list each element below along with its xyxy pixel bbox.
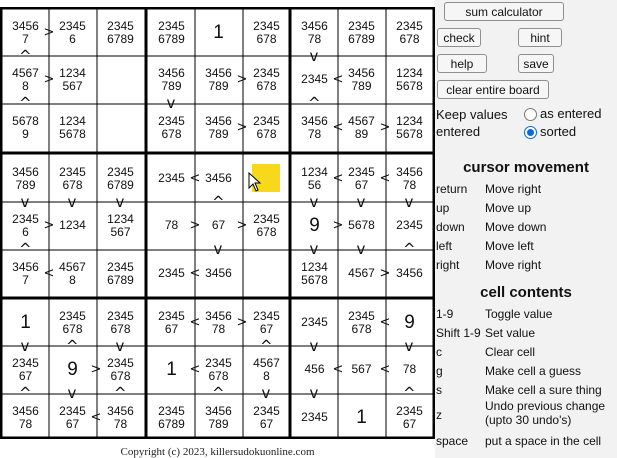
grid-cell[interactable] (243, 250, 290, 297)
grid-cell[interactable] (49, 9, 96, 56)
key-name: down (436, 219, 465, 234)
key-name: g (436, 363, 443, 378)
inequality-sign: < (379, 362, 391, 377)
as-entered-radio[interactable] (524, 108, 537, 121)
inequality-sign: < (189, 362, 201, 377)
grid-cell[interactable] (195, 299, 242, 346)
cell-contents-heading: cell contents (480, 284, 572, 301)
cell-value: 2345 678 (348, 308, 375, 336)
inequality-sign: > (189, 218, 201, 233)
grid-cell[interactable] (338, 394, 385, 441)
cell-value: 456 (304, 362, 325, 376)
grid-cell[interactable] (148, 346, 195, 393)
cell-value: 3456 789 (12, 164, 39, 192)
clear-board-button[interactable]: clear entire board (437, 80, 549, 99)
cell-value: 3456 (205, 266, 232, 280)
cell-value: 3456 789 (205, 65, 232, 93)
cell-value: 2345 678 (205, 355, 232, 383)
inequality-sign: > (379, 266, 391, 281)
inequality-sign: v (166, 94, 176, 112)
grid-cell[interactable] (243, 56, 290, 103)
cell-value: 1 (213, 22, 224, 43)
inequality-sign: ^ (19, 94, 32, 112)
grid-cell[interactable] (338, 104, 385, 151)
key-name: z (436, 408, 442, 422)
inequality-sign: ^ (114, 384, 127, 402)
inequality-sign: v (309, 337, 319, 355)
cell-value: 2345 6789 (348, 18, 375, 46)
grid-cell[interactable] (386, 56, 433, 103)
cell-value: 2345 678 (253, 113, 280, 141)
cell-value: 1234 5678 (396, 65, 423, 93)
inequality-sign: < (332, 120, 344, 135)
key-description: Undo previous change (upto 30 undo's) (485, 399, 606, 427)
grid-cell[interactable] (148, 9, 195, 56)
inequality-sign: ^ (403, 240, 416, 258)
key-description: Move left (485, 238, 534, 253)
key-description: Toggle value (485, 306, 553, 321)
inequality-sign: > (236, 315, 248, 330)
inequality-sign: > (332, 218, 344, 233)
help-button[interactable]: help (437, 54, 487, 73)
cell-value: 2345 6 (12, 211, 39, 239)
inequality-sign: < (332, 362, 344, 377)
inequality-sign: v (20, 337, 30, 355)
key-name: up (436, 200, 450, 215)
key-name: 1-9 (436, 306, 454, 321)
grid-cell[interactable] (148, 155, 195, 202)
cell-value: 1234 56 (301, 164, 328, 192)
cursor-movement-heading: cursor movement (463, 159, 589, 176)
grid-cell[interactable] (195, 104, 242, 151)
grid-cell[interactable] (386, 104, 433, 151)
cell-value: 2345 678 (253, 65, 280, 93)
grid-cell[interactable] (386, 9, 433, 56)
cell-value: 3456 789 (205, 403, 232, 431)
cell-value: 3456 78 (12, 403, 39, 431)
cell-value: 3456 789 (205, 113, 232, 141)
cell-value: 2345 6 (59, 18, 86, 46)
key-row (435, 399, 617, 431)
cell-value: 2345 67 (253, 308, 280, 336)
cell-value: 2345 6789 (107, 259, 134, 287)
grid-cell[interactable] (49, 250, 96, 297)
key-row (435, 342, 617, 361)
cell-value: 78 (402, 362, 417, 376)
cell-value: 3456 7 (12, 18, 39, 46)
cell-value: 2345 678 (253, 211, 280, 239)
cell-value: 67 (211, 218, 226, 232)
inequality-sign: v (309, 384, 319, 402)
cell-value: 4567 (348, 266, 375, 280)
cell-value: 2345 6789 (107, 18, 134, 46)
grid-cell[interactable] (243, 9, 290, 56)
inequality-sign: < (189, 266, 201, 281)
cell-value: 3456 789 (348, 65, 375, 93)
grid-cell[interactable] (243, 104, 290, 151)
grid-cell[interactable] (148, 202, 195, 249)
inequality-sign: > (43, 72, 55, 87)
save-button[interactable]: save (518, 54, 554, 73)
key-name: left (436, 238, 453, 253)
cell-value: 2345 678 (59, 164, 86, 192)
cell-value: 2345 678 (59, 308, 86, 336)
grid-cell[interactable] (195, 56, 242, 103)
cell-value: 3456 (205, 171, 232, 185)
grid-cell[interactable] (97, 250, 144, 297)
cell-value: 2345 (301, 410, 328, 424)
cell-value: 2345 678 (253, 18, 280, 46)
cell-value: 5678 9 (12, 113, 39, 141)
check-button[interactable]: check (437, 28, 481, 47)
key-row (435, 304, 617, 323)
grid-cell[interactable] (148, 394, 195, 441)
inequality-sign: ^ (19, 240, 32, 258)
key-row (435, 198, 617, 217)
inequality-sign: > (43, 218, 55, 233)
inequality-sign: ^ (308, 94, 321, 112)
cell-value: 2345 6789 (158, 403, 185, 431)
inequality-sign: v (309, 240, 319, 258)
cell-value: 2345 67 (348, 164, 375, 192)
key-description: Clear cell (485, 344, 536, 359)
inequality-sign: ^ (66, 337, 79, 355)
inequality-sign: ^ (260, 337, 273, 355)
cell-value: 2345 (158, 171, 185, 185)
key-description: put a space in the cell (485, 433, 602, 448)
cell-value: 2345 678 (107, 308, 134, 336)
inequality-sign: < (90, 410, 102, 425)
key-row (435, 236, 617, 255)
inequality-sign: > (236, 218, 248, 233)
cell-value: 3456 78 (301, 113, 328, 141)
cell-value: 1234 5678 (396, 113, 423, 141)
cell-value: 1234 5678 (59, 113, 86, 141)
grid-cell[interactable] (49, 56, 96, 103)
inequality-sign: v (356, 193, 366, 211)
inequality-sign: ^ (403, 384, 416, 402)
cell-value: 3456 78 (301, 18, 328, 46)
grid-cell[interactable] (338, 56, 385, 103)
mouse-pointer-icon (248, 172, 262, 192)
as-entered-label[interactable]: as entered (540, 106, 602, 121)
inequality-sign: v (67, 193, 77, 211)
cell-value: 4567 8 (12, 65, 39, 93)
inequality-sign: > (43, 25, 55, 40)
inequality-sign: v (404, 337, 414, 355)
cell-value: 2345 67 (158, 308, 185, 336)
cell-value: 78 (164, 218, 179, 232)
cell-value: 4567 8 (253, 355, 280, 383)
inequality-sign: < (379, 171, 391, 186)
inequality-sign: < (332, 171, 344, 186)
key-name: Shift 1-9 (436, 325, 481, 340)
inequality-sign: ^ (212, 384, 225, 402)
cell-value: 1234 567 (107, 211, 134, 239)
cell-value: 1 (356, 407, 367, 428)
key-description: Move down (485, 219, 547, 234)
cell-value: 3456 78 (205, 308, 232, 336)
cell-value: 2345 67 (253, 403, 280, 431)
inequality-sign: v (356, 240, 366, 258)
sorted-label[interactable]: sorted (540, 124, 577, 139)
copyright-text: Copyright (c) 2023, killersudokuonline.com (120, 446, 315, 458)
key-row (435, 361, 617, 380)
cell-value: 9 (404, 312, 415, 333)
inequality-sign: ^ (19, 384, 32, 402)
key-row (435, 179, 617, 198)
inequality-sign: > (236, 72, 248, 87)
cell-value: 2345 (301, 315, 328, 329)
key-name: c (436, 344, 442, 359)
inequality-sign: < (332, 72, 344, 87)
grid-cell[interactable] (97, 9, 144, 56)
key-description: Make cell a guess (485, 363, 582, 378)
cell-value: 1 (166, 359, 177, 380)
key-name: s (436, 382, 442, 397)
inequality-sign: ^ (212, 193, 225, 211)
inequality-sign: > (90, 362, 102, 377)
grid-cell[interactable] (338, 346, 385, 393)
key-row (435, 380, 617, 399)
key-row (435, 217, 617, 236)
grid-cell[interactable] (148, 250, 195, 297)
sum-calculator-button[interactable]: sum calculator (444, 2, 564, 21)
grid-cell[interactable] (243, 202, 290, 249)
key-description: Move right (485, 181, 542, 196)
inequality-sign: > (379, 120, 391, 135)
cell-value: 2345 67 (59, 403, 86, 431)
inequality-sign: < (189, 315, 201, 330)
cell-value: 3456 78 (107, 403, 134, 431)
inequality-sign: < (43, 266, 55, 281)
inequality-sign: v (261, 384, 271, 402)
cell-value: 2345 67 (396, 403, 423, 431)
inequality-sign: ^ (19, 47, 32, 65)
cell-value: 4567 8 (59, 259, 86, 287)
inequality-sign: v (309, 193, 319, 211)
control-panel (435, 0, 617, 458)
key-name: return (436, 181, 468, 196)
cell-value: 2345 (301, 72, 328, 86)
inequality-sign: v (115, 193, 125, 211)
inequality-sign: v (309, 47, 319, 65)
cell-value: 2345 (396, 218, 423, 232)
grid-cell[interactable] (148, 299, 195, 346)
key-name: space (436, 433, 469, 448)
cell-value: 1234 5678 (301, 259, 328, 287)
cell-value: 9 (309, 215, 320, 236)
hint-button[interactable]: hint (518, 28, 562, 47)
cell-value: 1 (20, 312, 31, 333)
cell-value: 2345 6789 (107, 164, 134, 192)
cell-value: 3456 (396, 266, 423, 280)
cell-value: 1234 (59, 218, 86, 232)
cell-value: 9 (67, 359, 78, 380)
key-description: Set value (485, 325, 536, 340)
cell-value: 2345 678 (158, 113, 185, 141)
cell-value: 2345 (158, 266, 185, 280)
cell-value: 2345 67 (12, 355, 39, 383)
cell-value: 2345 678 (107, 355, 134, 383)
grid-cell[interactable] (338, 299, 385, 346)
grid-cell[interactable] (97, 104, 144, 151)
inequality-sign: v (213, 240, 223, 258)
key-row (435, 255, 617, 274)
cell-value: 2345 6789 (158, 18, 185, 46)
inequality-sign: v (20, 193, 30, 211)
key-row (435, 323, 617, 342)
keep-values-label: Keep values entered (436, 107, 508, 139)
cell-value: 1234 567 (59, 65, 86, 93)
grid-cell[interactable] (195, 9, 242, 56)
grid-cell[interactable] (97, 56, 144, 103)
inequality-sign: < (379, 315, 391, 330)
key-description: Make cell a sure thing (485, 382, 602, 397)
inequality-sign: < (189, 171, 201, 186)
key-row (435, 431, 617, 450)
cell-value: 3456 789 (158, 65, 185, 93)
cell-value: 5678 (348, 218, 375, 232)
grid-cell[interactable] (338, 9, 385, 56)
cell-value: 2345 678 (396, 18, 423, 46)
inequality-sign: v (404, 193, 414, 211)
key-name: right (436, 257, 460, 272)
inequality-sign: > (236, 120, 248, 135)
key-description: Move right (485, 257, 542, 272)
key-description: Move up (485, 200, 532, 215)
grid-cell[interactable] (49, 104, 96, 151)
inequality-sign: v (67, 384, 77, 402)
cell-value: 3456 7 (12, 259, 39, 287)
sorted-radio[interactable] (524, 126, 537, 139)
cell-value: 4567 89 (348, 113, 375, 141)
cell-value: 3456 78 (396, 164, 423, 192)
sudoku-board (0, 7, 435, 439)
inequality-sign: v (115, 337, 125, 355)
cell-value: 567 (351, 362, 372, 376)
